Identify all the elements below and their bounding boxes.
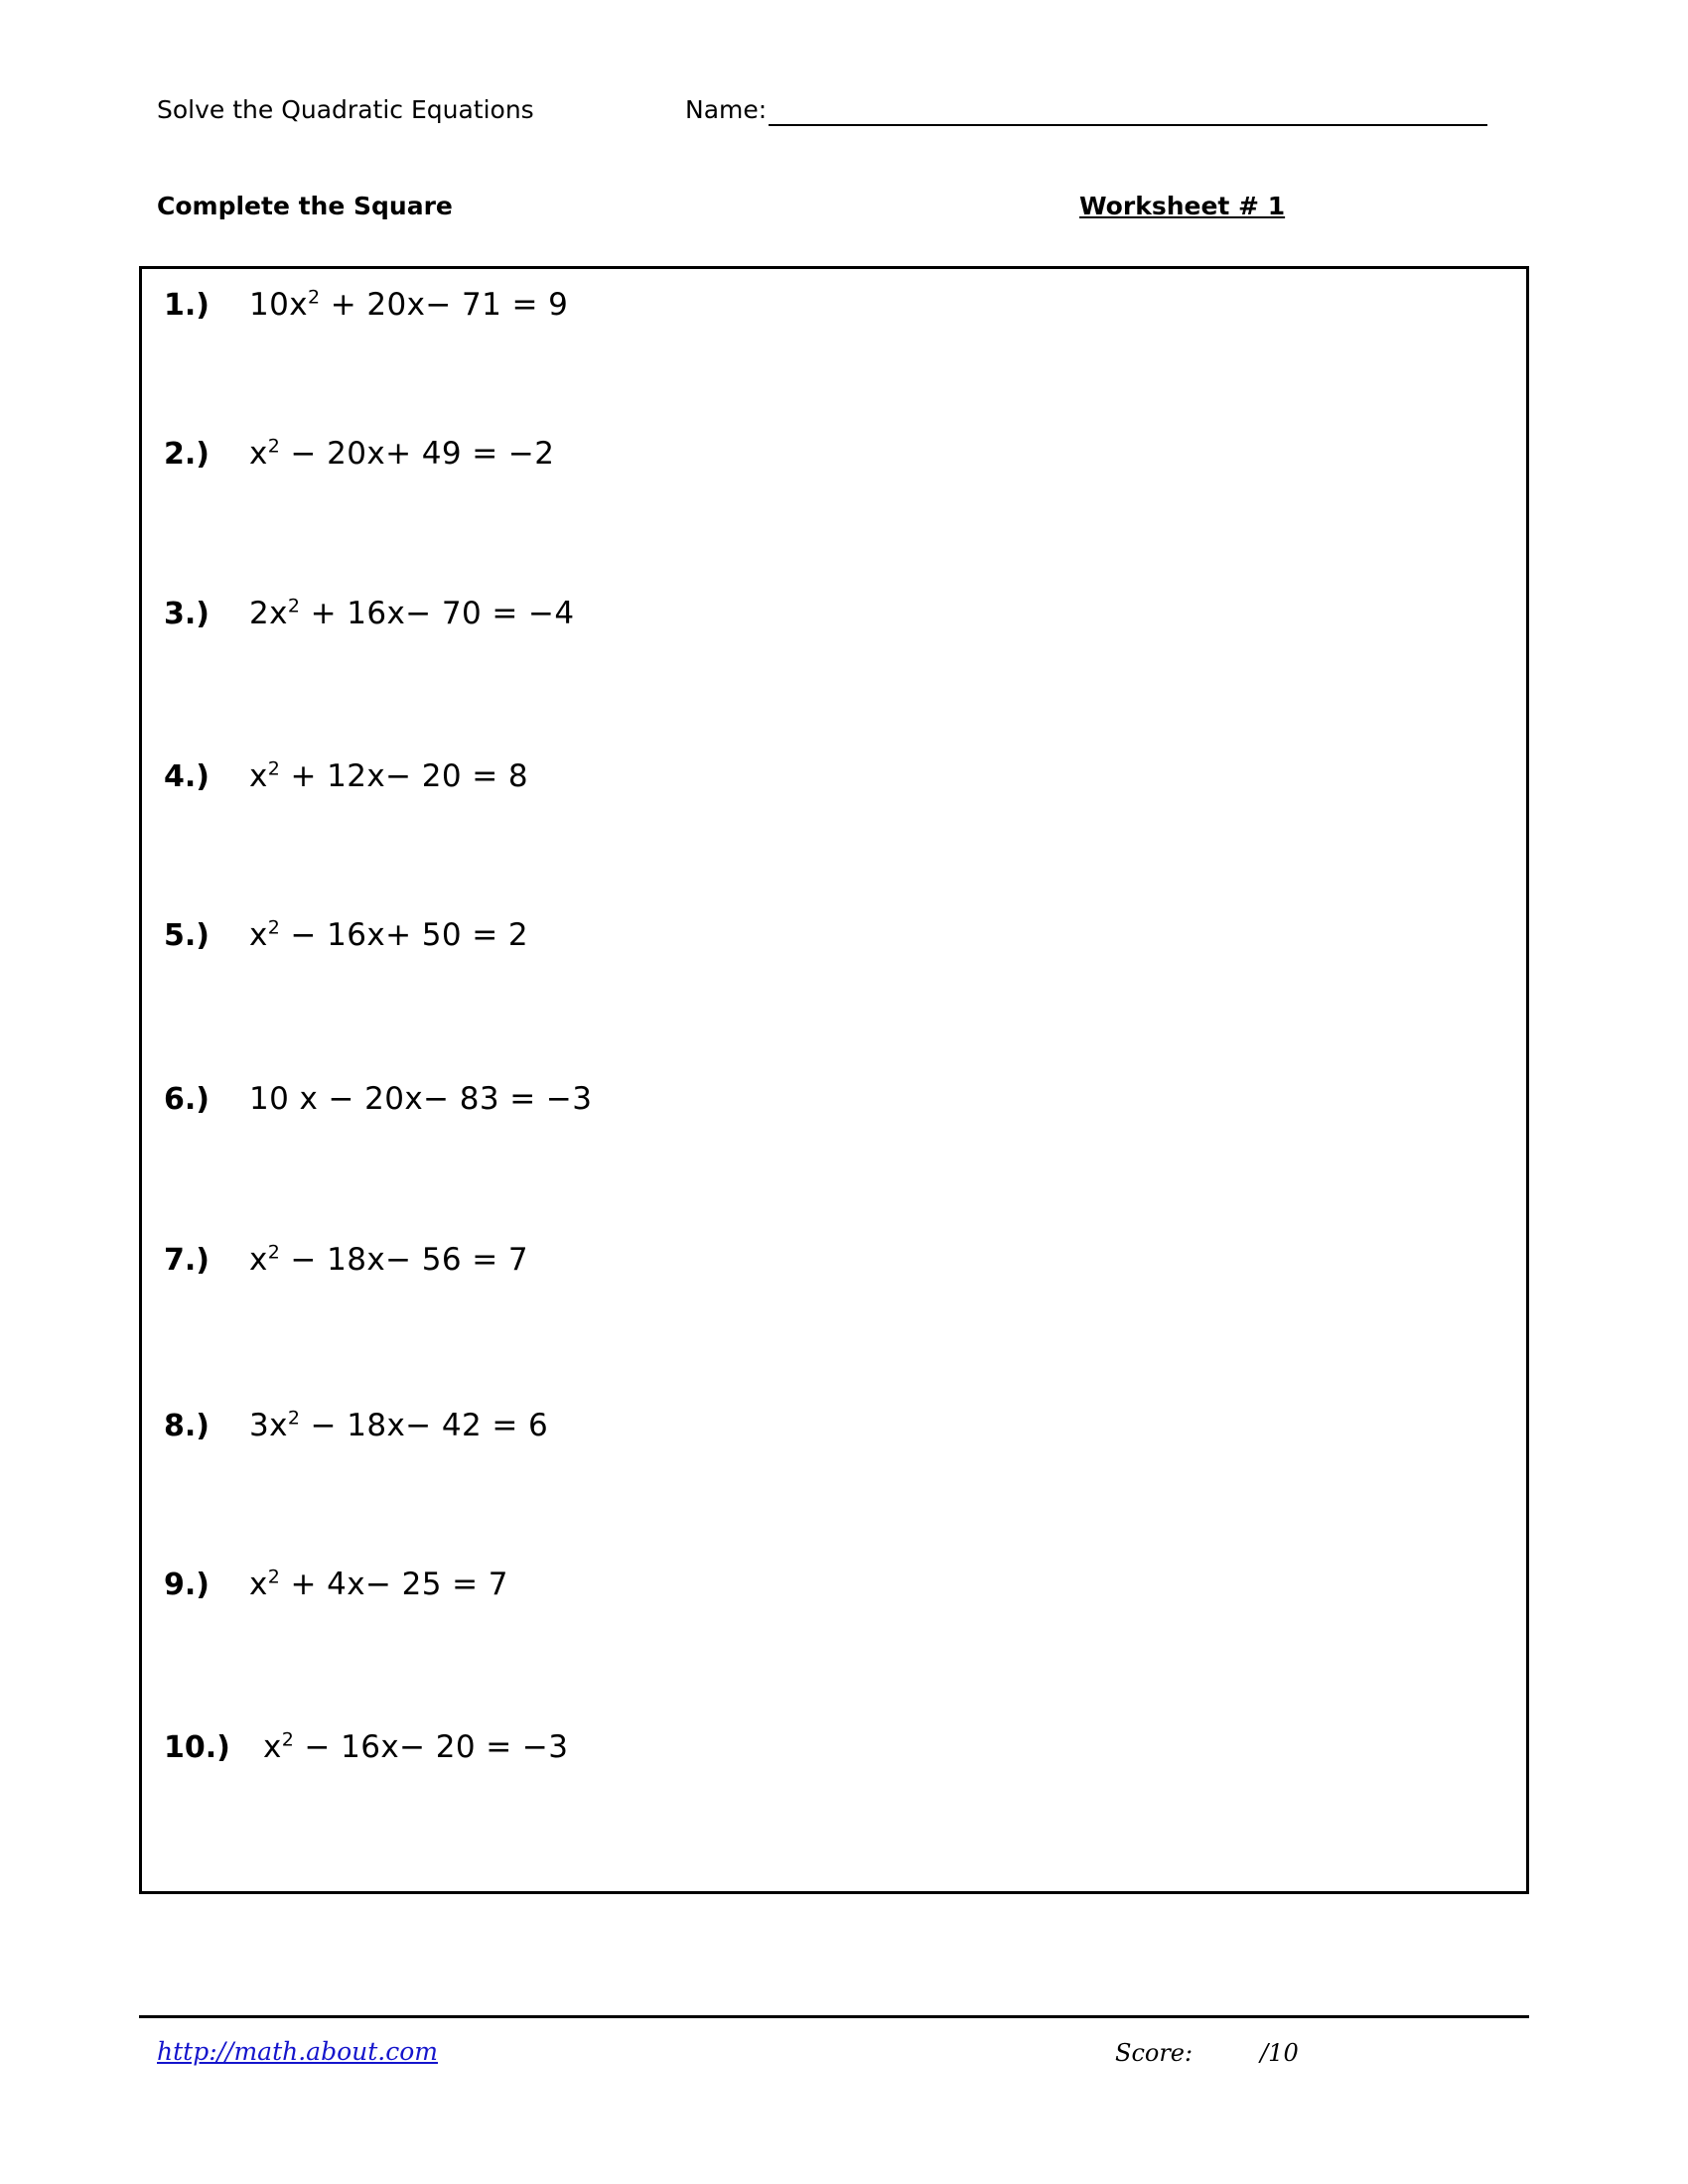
problem-number: 2.) [164, 437, 210, 472]
problem-box [139, 266, 1529, 1894]
problem-equation: $3x^2 - 18x- 42 = 6$ [249, 1407, 549, 1443]
problem-item [164, 287, 568, 324]
problem-item [164, 758, 528, 795]
problem-item [164, 596, 575, 632]
name-label: Name: [685, 95, 768, 124]
score-label: Score: [1115, 2039, 1194, 2067]
problem-equation: $x^2 - 16x+ 50 = 2$ [249, 916, 529, 953]
problem-item [164, 1729, 568, 1766]
problem-number: 10.) [164, 1730, 230, 1765]
problem-number: 9.) [164, 1568, 210, 1602]
page-title: Solve the Quadratic Equations [157, 95, 534, 124]
problem-number: 1.) [164, 288, 210, 323]
problem-number: 5.) [164, 918, 210, 953]
problem-equation: 10 x − 20x− 83 = −3 [249, 1081, 593, 1117]
problem-item [164, 1567, 508, 1603]
problem-equation: $x^2 + 12x- 20 = 8$ [249, 757, 529, 794]
problem-equation: $x^2 + 4x- 25 = 7$ [249, 1566, 508, 1602]
footer-divider [139, 2015, 1529, 2018]
problem-number: 4.) [164, 759, 210, 794]
name-input-line[interactable] [769, 96, 1487, 126]
page-header [157, 94, 1537, 134]
score-total: /10 [1260, 2039, 1299, 2067]
problem-item [164, 917, 528, 954]
source-link[interactable]: http://math.about.com [157, 2037, 438, 2066]
problem-equation: $x^2 - 16x- 20 = -3$ [263, 1728, 569, 1765]
problem-number: 6.) [164, 1082, 210, 1117]
problem-equation: $10x^2 + 20x- 71 = 9$ [249, 286, 569, 323]
problem-number: 7.) [164, 1243, 210, 1278]
problem-equation: $2x^2 + 16x- 70 = -4$ [249, 595, 575, 631]
problem-item [164, 1242, 528, 1279]
name-field-group [685, 94, 1487, 126]
section-title: Complete the Square [157, 192, 453, 220]
problem-item [164, 436, 554, 473]
problem-equation: $x^2 - 18x- 56 = 7$ [249, 1241, 529, 1278]
problem-list [142, 269, 1526, 1891]
worksheet-number: Worksheet # 1 [1079, 192, 1286, 220]
problem-item [164, 1408, 548, 1444]
problem-number: 8.) [164, 1409, 210, 1443]
problem-equation: $x^2 - 20x+ 49 = -2$ [249, 435, 555, 472]
section-header [157, 191, 1537, 226]
problem-number: 3.) [164, 597, 210, 631]
score-field [1115, 2039, 1299, 2067]
problem-item [164, 1081, 592, 1118]
